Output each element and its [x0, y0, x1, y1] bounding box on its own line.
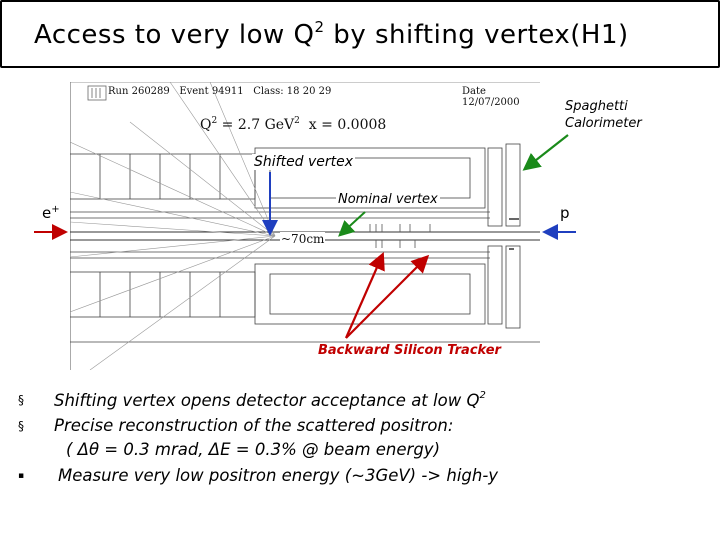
- spaghetti-label: Spaghetti Calorimeter: [565, 99, 642, 131]
- slide-title: Access to very low $Q^2$ by shifting vertex(H1): [34, 18, 629, 50]
- calorimeter-hits: [509, 218, 519, 250]
- bullet-marker: §: [18, 419, 24, 433]
- distance-label: ~70cm: [281, 232, 325, 246]
- bullet-item: § Precise reconstruction of the scattered positron: ( Δθ = 0.3 mrad, ΔE = 0.3% @ beam energy): [18, 416, 454, 459]
- shifted-vertex-label: Shifted vertex: [254, 154, 354, 170]
- event-header: Run 260289 Event 94911 Class: 18 20 29: [108, 86, 332, 97]
- bst-planes: [370, 224, 430, 248]
- positron-label: e+: [42, 204, 60, 222]
- bullet-subline: ( Δθ = 0.3 mrad, ΔE = 0.3% @ beam energy): [66, 440, 441, 459]
- event-date: Date 12/07/2000: [462, 86, 520, 108]
- bullet-list: [18, 390, 708, 492]
- kinematics-readout: $Q^2 = 2.7$ GeV$^2$ x = 0.0008: [200, 116, 387, 133]
- bst-label: Backward Silicon Tracker: [318, 343, 501, 358]
- bullet-item: ▪ Measure very low positron energy (~3GeV) -> high-y: [18, 466, 499, 485]
- bullet-marker: §: [18, 393, 24, 407]
- proton-label: p: [560, 204, 570, 222]
- bullet-item: § Shifting vertex opens detector acceptance at low $Q^2$: [18, 390, 486, 410]
- nominal-vertex-label: Nominal vertex: [338, 192, 438, 207]
- h1-logo: [88, 86, 106, 100]
- bullet-marker: ▪: [18, 471, 25, 481]
- title-box: [0, 0, 720, 68]
- event-display: [70, 82, 540, 370]
